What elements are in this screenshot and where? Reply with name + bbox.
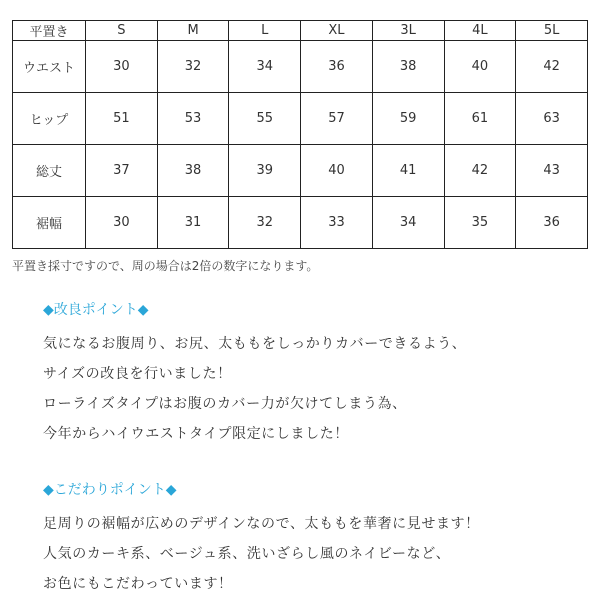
header-size-s: S <box>86 21 158 41</box>
improvement-title: ◆改良ポイント◆ <box>43 302 149 318</box>
table-cell: 37 <box>86 145 158 197</box>
kodawari-section <box>43 479 480 599</box>
header-label-cell: 平置き <box>13 21 86 41</box>
header-size-m: M <box>157 21 229 41</box>
text-line: 人気のカーキ系、ベージュ系、洗いざらし風のネイビーなど、 <box>43 546 451 562</box>
table-row <box>13 197 588 249</box>
text-line: ローライズタイプはお腹のカバー力が欠けてしまう為、 <box>43 396 407 412</box>
table-cell: 30 <box>86 41 158 93</box>
improvement-text <box>43 329 466 449</box>
row-label: 裾幅 <box>13 197 86 249</box>
size-table <box>12 20 588 249</box>
table-cell: 53 <box>157 93 229 145</box>
header-size-l: L <box>229 21 301 41</box>
table-cell: 41 <box>372 145 444 197</box>
table-cell: 42 <box>516 41 588 93</box>
table-cell: 34 <box>229 41 301 93</box>
table-cell: 42 <box>444 145 516 197</box>
table-cell: 38 <box>157 145 229 197</box>
table-cell: 59 <box>372 93 444 145</box>
kodawari-text <box>43 509 480 599</box>
table-row <box>13 93 588 145</box>
table-cell: 36 <box>516 197 588 249</box>
table-cell: 34 <box>372 197 444 249</box>
table-cell: 35 <box>444 197 516 249</box>
size-header-row <box>13 21 588 41</box>
table-cell: 39 <box>229 145 301 197</box>
table-cell: 40 <box>444 41 516 93</box>
row-label: 総丈 <box>13 145 86 197</box>
text-line: お色にもこだわっています！ <box>43 576 233 592</box>
header-size-4l: 4L <box>444 21 516 41</box>
table-cell: 55 <box>229 93 301 145</box>
table-cell: 30 <box>86 197 158 249</box>
header-size-5l: 5L <box>516 21 588 41</box>
table-cell: 40 <box>301 145 373 197</box>
table-row <box>13 41 588 93</box>
table-cell: 32 <box>157 41 229 93</box>
table-cell: 63 <box>516 93 588 145</box>
text-line: サイズの改良を行いました！ <box>43 366 232 382</box>
table-cell: 38 <box>372 41 444 93</box>
header-size-xl: XL <box>301 21 373 41</box>
table-cell: 33 <box>301 197 373 249</box>
header-size-3l: 3L <box>372 21 444 41</box>
table-cell: 32 <box>229 197 301 249</box>
improvement-section <box>43 299 466 449</box>
text-line: 気になるお腹周り、お尻、太ももをしっかりカバーできるよう、 <box>43 336 467 352</box>
table-cell: 51 <box>86 93 158 145</box>
table-cell: 61 <box>444 93 516 145</box>
measurement-note: 平置き採寸ですので、周の場合は2倍の数字になります。 <box>12 259 319 273</box>
kodawari-title: ◆こだわりポイント◆ <box>43 482 177 498</box>
row-label: ヒップ <box>13 93 86 145</box>
text-line: 今年からハイウエストタイプ限定にしました！ <box>43 426 349 442</box>
table-cell: 43 <box>516 145 588 197</box>
row-label: ウエスト <box>13 41 86 93</box>
table-cell: 31 <box>157 197 229 249</box>
table-row <box>13 145 588 197</box>
table-cell: 57 <box>301 93 373 145</box>
text-line: 足周りの裾幅が広めのデザインなので、太ももを華奢に見せます！ <box>43 516 480 532</box>
table-cell: 36 <box>301 41 373 93</box>
